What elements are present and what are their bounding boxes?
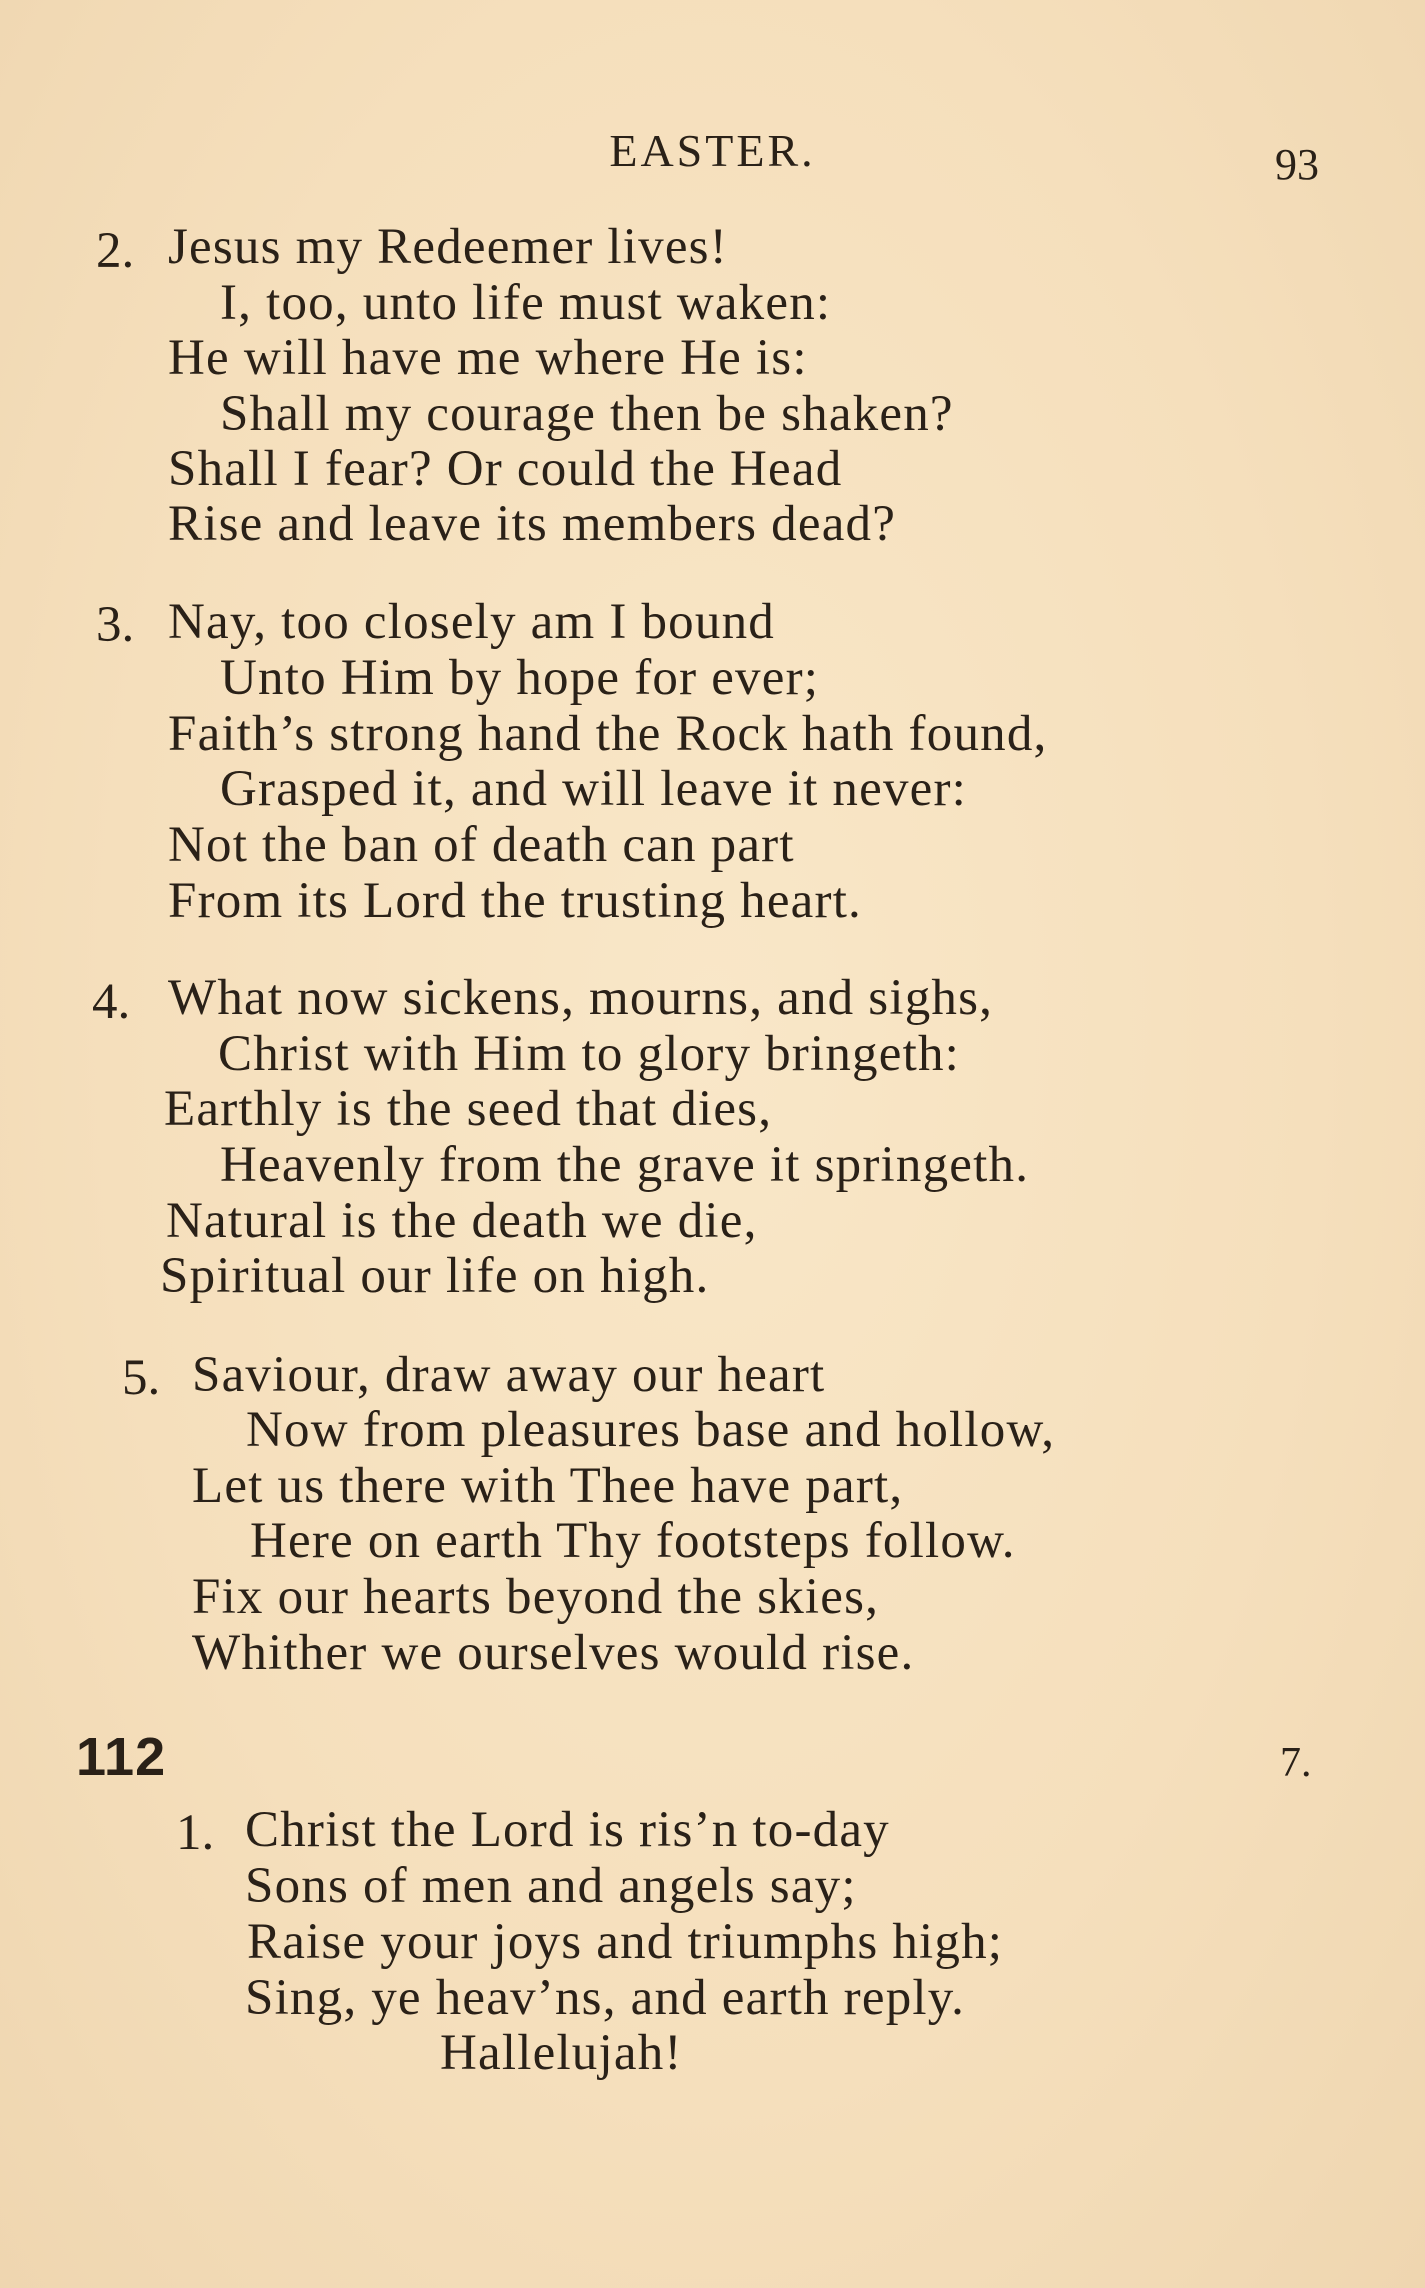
- stanza-2-line-3: He will have me where He is:: [168, 330, 808, 386]
- stanza-4-line-3: Earthly is the seed that dies,: [164, 1081, 773, 1137]
- stanza-3-line-3: Faith’s strong hand the Rock hath found,: [168, 706, 1048, 762]
- stanza-5-line-4: Here on earth Thy footsteps follow.: [250, 1513, 1016, 1569]
- stanza-2-line-5: Shall I fear? Or could the Head: [168, 441, 843, 497]
- hymn-number: 112: [76, 1727, 167, 1787]
- stanza-4-line-4: Heavenly from the grave it springeth.: [220, 1137, 1030, 1193]
- stanza-4-line-5: Natural is the death we die,: [166, 1193, 758, 1249]
- hymn-112-line-4: Sing, ye heav’ns, and earth reply.: [245, 1970, 966, 2026]
- stanza-number-4: 4.: [92, 974, 131, 1030]
- hymn-112-stanza-number-1: 1.: [176, 1805, 215, 1861]
- stanza-3-line-4: Grasped it, and will leave it never:: [220, 761, 968, 817]
- stanza-3-line-2: Unto Him by hope for ever;: [220, 650, 820, 706]
- hymn-112-line-5: Hallelujah!: [440, 2025, 683, 2081]
- stanza-4-line-6: Spiritual our life on high.: [160, 1248, 710, 1304]
- stanza-2-line-6: Rise and leave its members dead?: [168, 496, 897, 552]
- stanza-5-line-1: Saviour, draw away our heart: [192, 1347, 826, 1403]
- hymn-meter: 7.: [1280, 1740, 1312, 1786]
- stanza-4-line-2: Christ with Him to glory bringeth:: [218, 1026, 961, 1082]
- stanza-5-line-2: Now from pleasures base and hollow,: [246, 1402, 1056, 1458]
- stanza-4-line-1: What now sickens, mourns, and sighs,: [168, 970, 994, 1026]
- stanza-2-line-2: I, too, unto life must waken:: [220, 275, 832, 331]
- stanza-number-5: 5.: [122, 1350, 161, 1406]
- stanza-5-line-5: Fix our hearts beyond the skies,: [192, 1569, 880, 1625]
- stanza-2-line-4: Shall my courage then be shaken?: [220, 386, 954, 442]
- hymn-112-line-3: Raise your joys and triumphs high;: [247, 1914, 1004, 1970]
- hymn-112-line-1: Christ the Lord is ris’n to-day: [245, 1802, 890, 1858]
- stanza-number-3: 3.: [96, 597, 135, 653]
- stanza-number-2: 2.: [96, 223, 135, 279]
- stanza-3-line-5: Not the ban of death can part: [168, 817, 795, 873]
- page-number: 93: [1275, 140, 1319, 189]
- running-head: EASTER.: [609, 125, 816, 176]
- stanza-5-line-3: Let us there with Thee have part,: [192, 1458, 904, 1514]
- stanza-3-line-1: Nay, too closely am I bound: [168, 594, 775, 650]
- stanza-5-line-6: Whither we ourselves would rise.: [192, 1625, 915, 1681]
- stanza-2-line-1: Jesus my Redeemer lives!: [168, 219, 728, 275]
- hymn-112-line-2: Sons of men and angels say;: [245, 1858, 857, 1914]
- stanza-3-line-6: From its Lord the trusting heart.: [168, 873, 863, 929]
